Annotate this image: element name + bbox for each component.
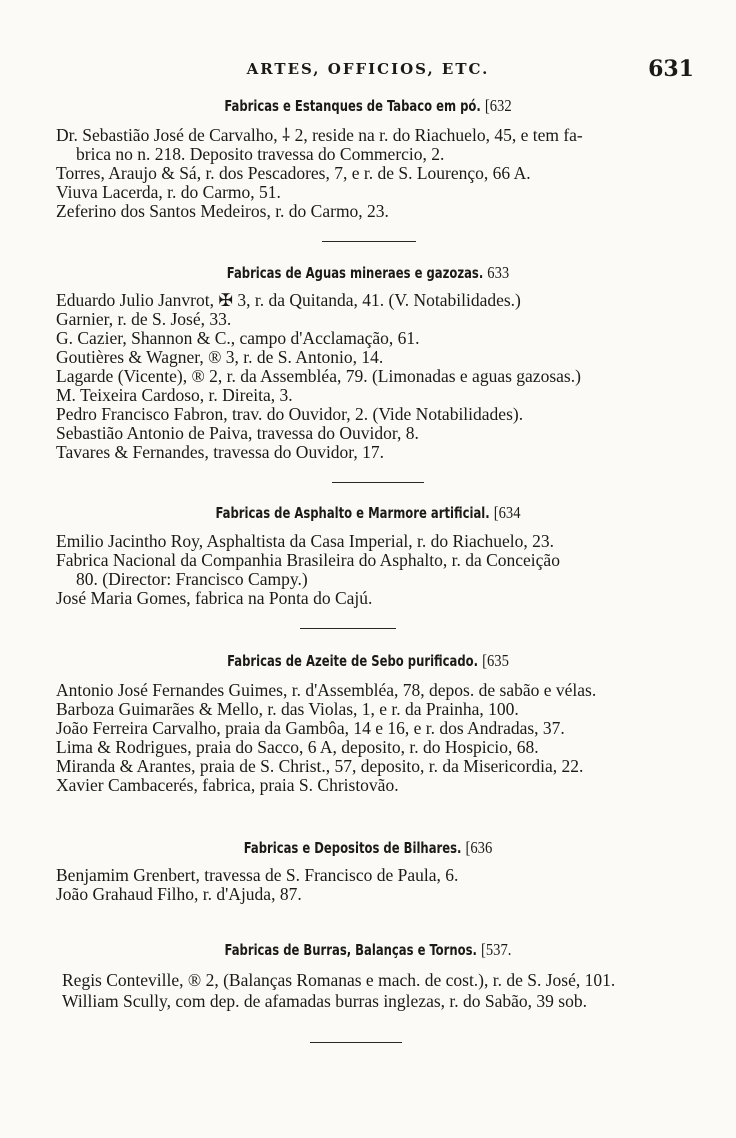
section-title: Fabricas e Estanques de Tabaco em pó. [632 — [224, 96, 512, 115]
section-title: Fabricas de Burras, Balanças e Tornos. [537. — [224, 940, 512, 959]
entry-line: 80. (Director: Francisco Campy.) — [76, 569, 308, 589]
entry-line: Miranda & Arantes, praia de S. Christ., 57, deposito, r. da Misericordia, 22. — [56, 756, 584, 776]
entry-line: Lima & Rodrigues, praia do Sacco, 6 A, deposito, r. do Hospicio, 68. — [56, 737, 539, 757]
entry-line: Dr. Sebastião José de Carvalho, ⸸ 2, reside na r. do Riachuelo, 45, e tem fa- — [56, 125, 583, 145]
entry-line: Emilio Jacintho Roy, Asphaltista da Casa Imperial, r. do Riachuelo, 23. — [56, 531, 555, 551]
entry-line: G. Cazier, Shannon & C., campo d'Acclamação, 61. — [56, 328, 420, 348]
section-title: Fabricas de Azeite de Sebo purificado. [635 — [227, 651, 509, 670]
section-ref: [632 — [484, 96, 512, 115]
entry-line: Pedro Francisco Fabron, trav. do Ouvidor, 2. (Vide Notabilidades). — [56, 404, 524, 424]
entry-line: Garnier, r. de S. José, 33. — [56, 309, 232, 329]
section-divider — [300, 628, 396, 629]
entry-line: Barboza Guimarães & Mello, r. das Violas, 1, e r. da Prainha, 100. — [56, 699, 519, 719]
entry-line: João Ferreira Carvalho, praia da Gambôa, 14 e 16, e r. dos Andradas, 37. — [56, 718, 565, 738]
entry-line: Fabrica Nacional da Companhia Brasileira do Asphalto, r. da Conceição — [56, 550, 560, 570]
running-header: ARTES, OFFICIOS, ETC. — [246, 60, 490, 78]
entry-line: Goutières & Wagner, ® 3, r. de S. Antonio, 14. — [56, 347, 384, 367]
section-divider — [310, 1042, 402, 1043]
entry-line: Regis Conteville, ® 2, (Balanças Romanas e mach. de cost.), r. de S. José, 101. — [62, 970, 616, 990]
entry-line: William Scully, com dep. de afamadas burras inglezas, r. do Sabão, 39 sob. — [62, 991, 587, 1011]
entry-line: Xavier Cambacerés, fabrica, praia S. Christovão. — [56, 775, 399, 795]
entry-line: M. Teixeira Cardoso, r. Direita, 3. — [56, 385, 293, 405]
entry-line: Eduardo Julio Janvrot, ✠ 3, r. da Quitanda, 41. (V. Notabilidades.) — [56, 290, 521, 310]
section-divider — [332, 482, 424, 483]
entry-line: Zeferino dos Santos Medeiros, r. do Carmo, 23. — [56, 201, 389, 221]
section-ref: [537. — [480, 940, 512, 959]
section-ref: 633 — [487, 263, 510, 282]
entry-line: João Grahaud Filho, r. d'Ajuda, 87. — [56, 884, 302, 904]
entry-line: Torres, Araujo & Sá, r. dos Pescadores, 7, e r. de S. Lourenço, 66 A. — [56, 163, 531, 183]
entry-line: Benjamim Grenbert, travessa de S. Francisco de Paula, 6. — [56, 865, 459, 885]
entry-line: brica no n. 218. Deposito travessa do Commercio, 2. — [76, 144, 445, 164]
section-ref: [636 — [465, 838, 493, 857]
section-ref: [635 — [482, 651, 509, 670]
entry-line: Viuva Lacerda, r. do Carmo, 51. — [56, 182, 281, 202]
entry-line: José Maria Gomes, fabrica na Ponta do Cajú. — [56, 588, 373, 608]
entry-line: Tavares & Fernandes, travessa do Ouvidor, 17. — [56, 442, 385, 462]
section-divider — [322, 241, 416, 242]
entry-line: Antonio José Fernandes Guimes, r. d'Assembléa, 78, depos. de sabão e vélas. — [56, 680, 597, 700]
section-title: Fabricas de Asphalto e Marmore artificial. [634 — [215, 503, 521, 522]
section-title: Fabricas e Depositos de Bilhares. [636 — [243, 838, 493, 857]
section-ref: [634 — [493, 503, 521, 522]
entry-line: Sebastião Antonio de Paiva, travessa do Ouvidor, 8. — [56, 423, 419, 443]
entry-line: Lagarde (Vicente), ® 2, r. da Assembléa, 79. (Limonadas e aguas gazosas.) — [56, 366, 581, 386]
page-number: 631 — [648, 56, 694, 82]
section-title: Fabricas de Aguas mineraes e gazozas. 633 — [226, 263, 510, 282]
